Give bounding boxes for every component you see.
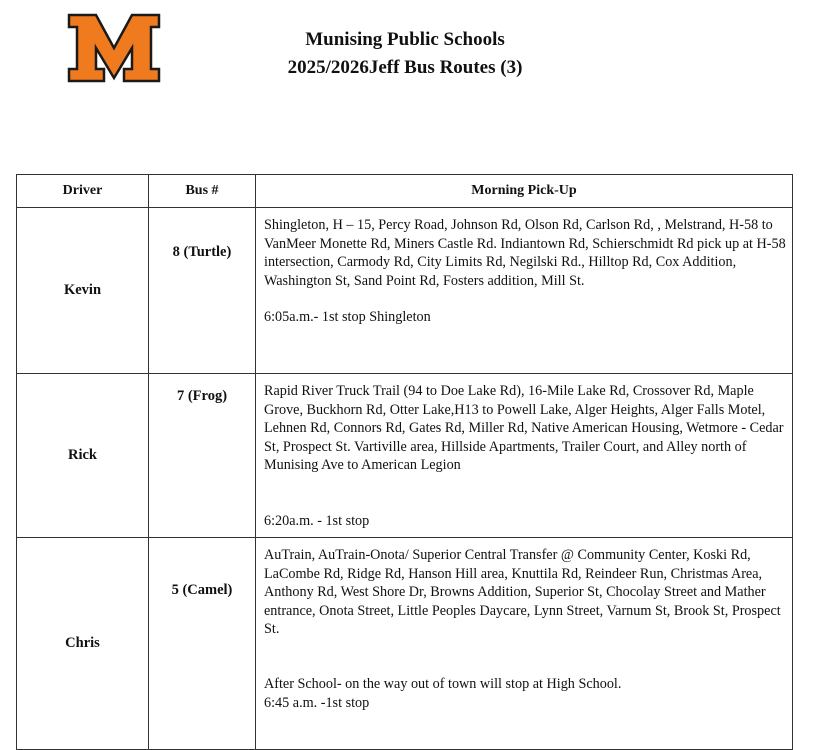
first-stop-note: 6:20a.m. - 1st stop — [264, 512, 370, 529]
first-stop-note: 6:05a.m.- 1st stop Shingleton — [264, 309, 431, 326]
routes-subtitle: 2025/2026Jeff Bus Routes (3) — [287, 57, 523, 78]
table-header-row — [17, 175, 793, 208]
pickup-stops: AuTrain, AuTrain-Onota/ Superior Central Transfer @ Community Center, Koski Rd, LaCombe Rd, Ridge Rd, Hanson Hill area, Knuttila Rd, Reindeer Run, Christmas Area, Anthony Rd, West Shore Dr, Browns Addition, Superior St, Chocolay Street and Mather entrance, Onota Street, Little Peoples Daycare, Lynn Street, Varnum St, Brook St, Prospect St. — [264, 547, 781, 638]
bus-cell: 7 (Frog) — [149, 374, 256, 538]
pickup-column-header: Morning Pick-Up — [256, 175, 793, 208]
bus-cell: 8 (Turtle) — [149, 208, 256, 374]
m-logo-icon — [66, 12, 162, 84]
table-row — [17, 208, 793, 374]
table-row — [17, 374, 793, 538]
driver-column-header: Driver — [17, 175, 149, 208]
school-name: Munising Public Schools — [305, 29, 505, 50]
school-logo — [66, 12, 162, 84]
pickup-cell — [256, 374, 793, 538]
pickup-stops: Shingleton, H – 15, Percy Road, Johnson Rd, Olson Rd, Carlson Rd, , Melstrand, H-58 to VanMeer Monette Rd, Miners Castle Rd. Indiantown Rd, Schierschmidt Rd pick up at H-58 intersection, Carmody Rd, City Limits Rd, Negilski Rd., Hilltop Rd, Cox Addition, Washington St, Sand Point Rd, Fosters addition, Mill St. — [264, 217, 786, 289]
first-stop-note: 6:45 a.m. -1st stop — [264, 694, 370, 711]
driver-cell: Rick — [17, 374, 149, 538]
pickup-cell — [256, 208, 793, 374]
bus-routes-table — [16, 174, 793, 750]
bus-column-header: Bus # — [149, 175, 256, 208]
bus-cell: 5 (Camel) — [149, 538, 256, 750]
document-title — [220, 26, 590, 82]
after-school-note: After School- on the way out of town will stop at High School. — [264, 675, 622, 692]
driver-cell: Kevin — [17, 208, 149, 374]
driver-cell: Chris — [17, 538, 149, 750]
pickup-stops: Rapid River Truck Trail (94 to Doe Lake Rd), 16-Mile Lake Rd, Crossover Rd, Maple Grove, Buckhorn Rd, Otter Lake,H13 to Powell Lake, Alger Heights, Alger Falls Motel, Lehnen Rd, Connors Rd, Gates Rd, Miller Rd, Native American Housing, Wetmore - Cedar St, Prospect St. Vartiville area, Hillside Apartments, Trailer Court, and Alley north of Munising Ave to American Legion — [264, 383, 784, 474]
